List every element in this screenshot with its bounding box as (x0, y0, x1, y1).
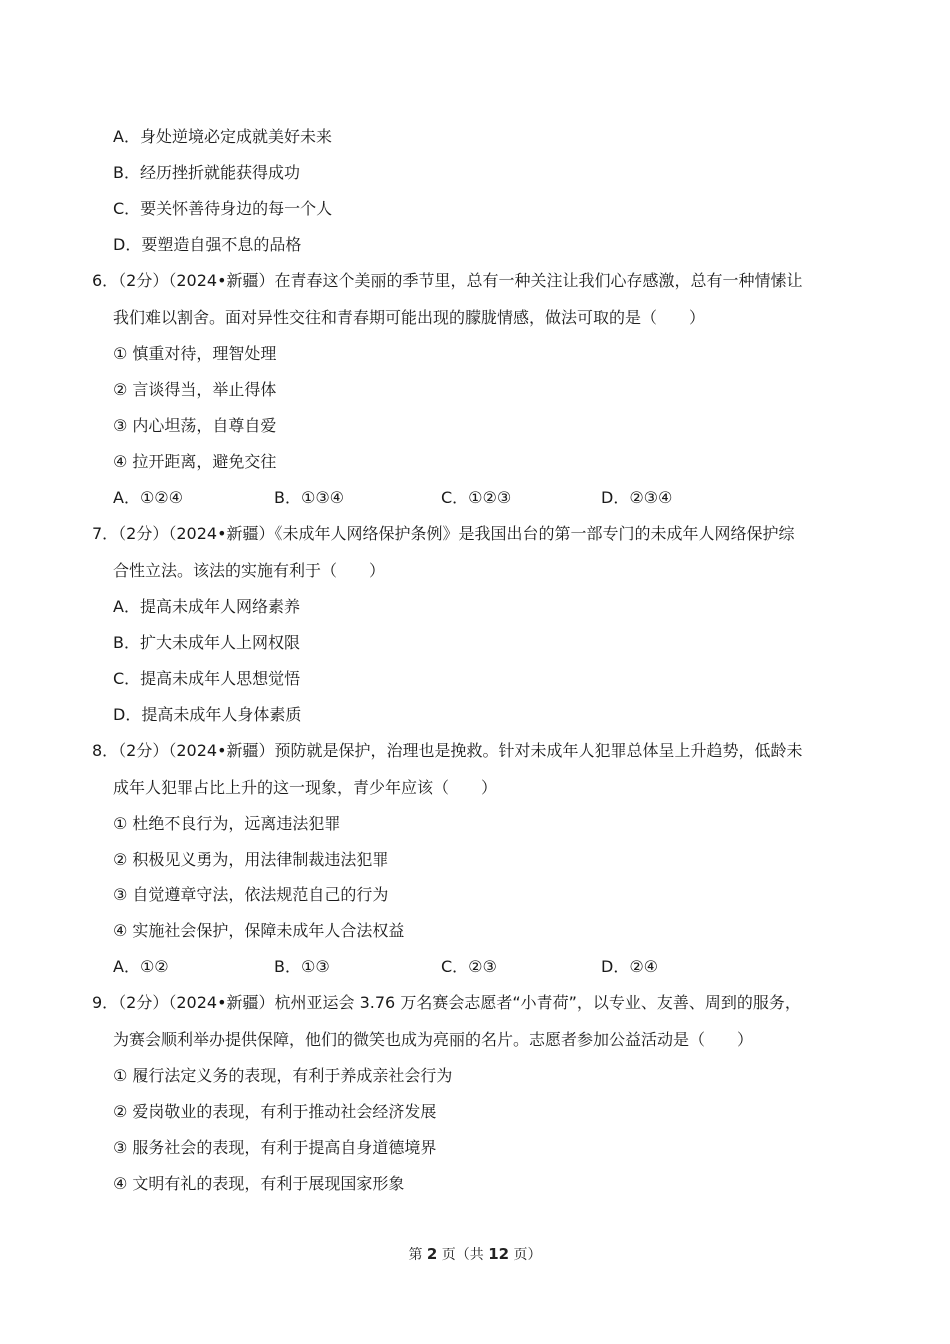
q6-choice-a: A．①②④ (113, 488, 183, 507)
q6-choice-d: D．②③④ (601, 488, 673, 507)
footer-page-number: 2 (426, 1245, 438, 1263)
q8-choice-c: C．②③ (441, 957, 497, 976)
q9-item-2: ② 爱岗敬业的表现，有利于推动社会经济发展 (113, 1102, 437, 1121)
q8-item-3: ③ 自觉遵章守法，依法规范自己的行为 (113, 885, 389, 904)
page-footer (0, 1244, 950, 1264)
q8-item-4: ④ 实施社会保护，保障未成年人合法权益 (113, 921, 405, 940)
q6-item-1: ① 慎重对待，理智处理 (113, 344, 277, 363)
q6-stem-line2: 我们难以割舍。面对异性交往和青春期可能出现的朦胧情感，做法可取的是（ ） (113, 308, 706, 327)
footer-suffix: 页） (509, 1247, 542, 1263)
q8-item-1: ① 杜绝不良行为，远离违法犯罪 (113, 814, 341, 833)
q7-option-d: D．提高未成年人身体素质 (113, 705, 302, 724)
q6-item-2: ② 言谈得当，举止得体 (113, 380, 277, 399)
q6-stem-line1: 6．（2分）（2024•新疆）在青春这个美丽的季节里，总有一种关注让我们心存感激，总有一种情愫让 (92, 271, 803, 290)
q5-option-b: B．经历挫折就能获得成功 (113, 163, 300, 182)
q5-option-a: A．身处逆境必定成就美好未来 (113, 127, 332, 146)
footer-middle: 页（共 (437, 1247, 489, 1263)
q8-item-2: ② 积极见义勇为，用法律制裁违法犯罪 (113, 850, 389, 869)
q7-stem-line2: 合性立法。该法的实施有利于（ ） (113, 561, 386, 580)
q6-choice-c: C．①②③ (441, 488, 512, 507)
footer-total-pages: 12 (488, 1245, 510, 1263)
q9-item-3: ③ 服务社会的表现，有利于提高自身道德境界 (113, 1138, 437, 1157)
q8-choice-b: B．①③ (274, 957, 330, 976)
footer-prefix: 第 (408, 1247, 427, 1263)
q5-option-c: C．要关怀善待身边的每一个人 (113, 199, 333, 218)
q9-item-1: ① 履行法定义务的表现，有利于养成亲社会行为 (113, 1066, 453, 1085)
q8-choice-d: D．②④ (601, 957, 659, 976)
q5-option-d: D．要塑造自强不息的品格 (113, 235, 302, 254)
q9-stem-line2: 为赛会顺利举办提供保障，他们的微笑也成为亮丽的名片。志愿者参加公益活动是（ ） (113, 1030, 754, 1049)
q6-item-4: ④ 拉开距离，避免交往 (113, 452, 277, 471)
q7-stem-line1: 7．（2分）（2024•新疆）《未成年人网络保护条例》是我国出台的第一部专门的未成年人网络保护综 (92, 524, 795, 543)
q8-stem-line2: 成年人犯罪占比上升的这一现象，青少年应该（ ） (113, 778, 498, 797)
q8-choice-a: A．①② (113, 957, 169, 976)
q9-stem-line1: 9．（2分）（2024•新疆）杭州亚运会 3.76 万名赛会志愿者“小青荷”，以专业、友善、周到的服务， (92, 993, 801, 1012)
q8-stem-line1: 8．（2分）（2024•新疆）预防就是保护，治理也是挽救。针对未成年人犯罪总体呈上升趋势，低龄未 (92, 741, 803, 760)
q7-option-c: C．提高未成年人思想觉悟 (113, 669, 301, 688)
q6-item-3: ③ 内心坦荡，自尊自爱 (113, 416, 277, 435)
q7-option-b: B．扩大未成年人上网权限 (113, 633, 300, 652)
q6-choice-b: B．①③④ (274, 488, 345, 507)
q9-item-4: ④ 文明有礼的表现，有利于展现国家形象 (113, 1174, 405, 1193)
q7-option-a: A．提高未成年人网络素养 (113, 597, 300, 616)
